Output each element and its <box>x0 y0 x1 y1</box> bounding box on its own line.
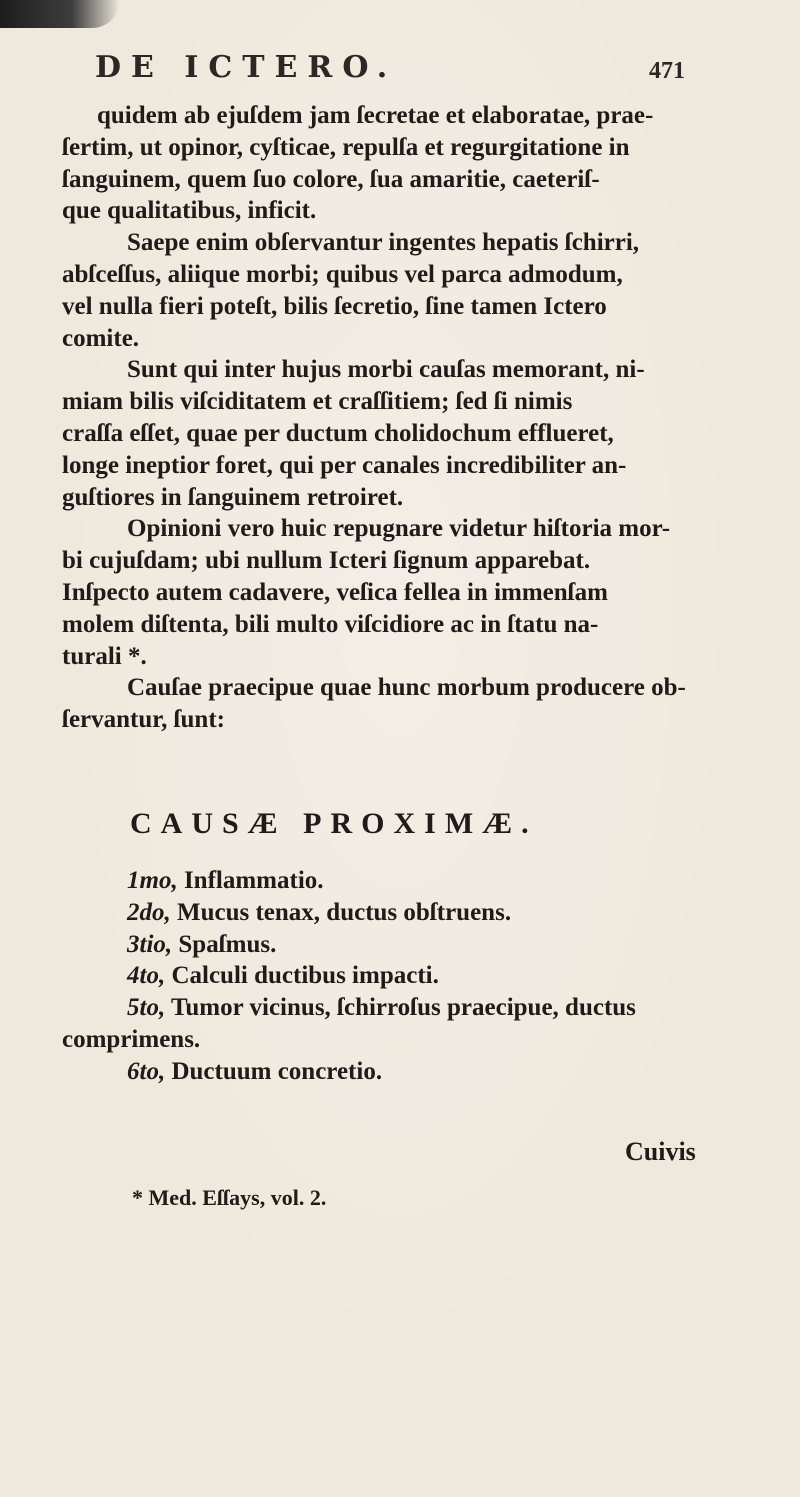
section-heading: CAUSÆ PROXIMÆ. <box>130 807 538 840</box>
body-text <box>62 100 692 736</box>
text-line: bi cujuſdam; ubi nullum Icteri ſignum apparebat. <box>62 547 591 575</box>
text-line: vel nulla fieri poteſt, bilis ſecretio, ſine tamen Ictero <box>62 292 607 320</box>
item-text: Inflammatio. <box>183 867 324 894</box>
text-line: guſtiores in ſanguinem retroiret. <box>62 483 404 511</box>
list-item <box>62 1056 702 1088</box>
text-line: longe ineptior foret, qui per canales incredibiliter an- <box>62 451 627 479</box>
item-number: 3tio, <box>127 930 173 958</box>
text-line: abſceſſus, aliique morbi; quibus vel parca admodum, <box>62 260 623 288</box>
text-line: ſanguinem, quem ſuo colore, ſua amaritie, caeteriſ- <box>62 165 600 193</box>
item-text: Calculi ductibus impacti. <box>171 962 439 990</box>
item-number: 4to, <box>127 962 166 990</box>
item-number: 5to, <box>127 994 166 1022</box>
list-item <box>62 929 702 961</box>
footnote: * Med. Eſſays, vol. 2. <box>132 1185 327 1210</box>
list-item <box>62 865 702 897</box>
text-line: comite. <box>62 324 140 352</box>
text-line: Inſpecto autem cadavere, veſica fellea in immenſam <box>62 578 608 606</box>
page-number: 471 <box>649 58 685 84</box>
list-item <box>62 897 702 929</box>
list-item <box>62 960 702 992</box>
text-line: ſervantur, ſunt: <box>62 706 225 734</box>
item-text: Ductuum concretio. <box>171 1057 383 1085</box>
text-line: miam bilis viſciditatem et craſſitiem; ſed ſi nimis <box>62 388 573 416</box>
list-item-continuation: comprimens. <box>62 1025 201 1053</box>
text-line: Cauſae praecipue quae hunc morbum producere ob- <box>127 674 686 702</box>
page-corner-shadow <box>0 0 120 28</box>
running-title: DE ICTERO. <box>95 50 398 85</box>
item-number: 2do, <box>127 898 171 926</box>
text-line: quidem ab ejuſdem jam ſecretae et elaboratae, prae- <box>97 102 654 129</box>
item-text: Mucus tenax, ductus obſtruens. <box>177 898 512 926</box>
item-number: 6to, <box>127 1057 166 1085</box>
text-line: Saepe enim obſervantur ingentes hepatis ſchirri, <box>127 229 640 257</box>
text-line: turali *. <box>62 642 147 670</box>
causes-list <box>62 865 702 1088</box>
text-line: Sunt qui inter hujus morbi cauſas memorant, ni- <box>127 356 645 384</box>
text-line: ſertim, ut opinor, cyſticae, repulſa et regurgitatione in <box>62 133 630 161</box>
text-line: que qualitatibus, inficit. <box>62 197 317 225</box>
item-number: 1mo, <box>127 867 178 894</box>
item-text: Spaſmus. <box>178 930 277 958</box>
list-item <box>62 992 702 1024</box>
text-line: craſſa eſſet, quae per ductum cholidochum efflueret, <box>62 419 614 447</box>
catchword: Cuivis <box>625 1137 696 1166</box>
item-text: Tumor vicinus, ſchirroſus praecipue, ductus <box>171 994 636 1022</box>
text-line: Opinioni vero huic repugnare videtur hiſtoria mor- <box>127 515 671 543</box>
running-head <box>95 50 685 94</box>
text-line: molem diſtenta, bili multo viſcidiore ac in ſtatu na- <box>62 610 599 638</box>
